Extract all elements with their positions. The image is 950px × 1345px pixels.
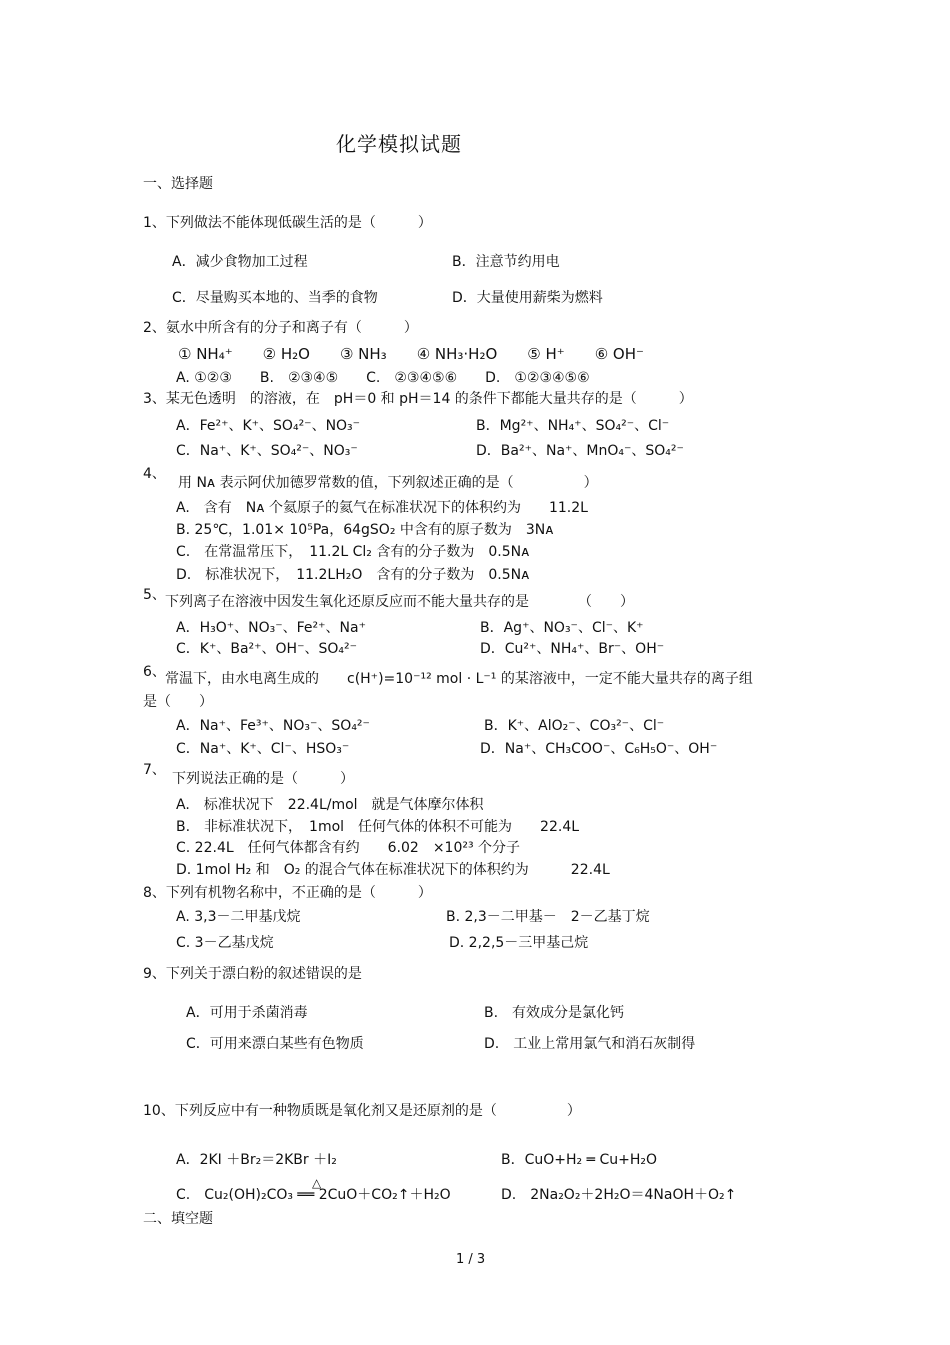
question-10-option-a: A．2KI ＋Br₂＝2KBr ＋I₂ bbox=[176, 1152, 337, 1168]
question-10-option-d: D. 2Na₂O₂＋2H₂O＝4NaOH＋O₂↑ bbox=[501, 1187, 737, 1203]
question-4-option-a: A. 含有 Nᴀ 个氦原子的氦气在标准状况下的体积约为 11.2L bbox=[176, 500, 588, 516]
question-3-option-c: C．Na⁺、K⁺、SO₄²⁻、NO₃⁻ bbox=[176, 443, 358, 459]
question-7-option-c: C. 22.4L 任何气体都含有约 6.02 ×10²³ 个分子 bbox=[176, 840, 521, 856]
question-7-option-a: A. 标准状况下 22.4L/mol 就是气体摩尔体积 bbox=[176, 797, 484, 813]
question-6-option-b: B．K⁺、AlO₂⁻、CO₃²⁻、Cl⁻ bbox=[484, 718, 665, 734]
question-8-stem: 8、下列有机物名称中，不正确的是（ ） bbox=[143, 885, 432, 901]
question-10-option-c: C. Cu₂(OH)₂CO₃ ══ 2CuO＋CO₂↑＋H₂O bbox=[176, 1187, 451, 1203]
question-6-option-c: C．Na⁺、K⁺、Cl⁻、HSO₃⁻ bbox=[176, 741, 350, 757]
question-3-option-d: D．Ba²⁺、Na⁺、MnO₄⁻、SO₄²⁻ bbox=[476, 443, 684, 459]
question-10-stem: 10、下列反应中有一种物质既是氧化剂又是还原剂的是（ ） bbox=[143, 1103, 581, 1119]
question-3-stem: 3、某无色透明 的溶液，在 pH＝0 和 pH＝14 的条件下都能大量共存的是（ ） bbox=[143, 391, 693, 407]
question-8-option-b: B. 2,3－二甲基－ 2－乙基丁烷 bbox=[446, 909, 650, 925]
question-4-option-b: B. 25℃，1.01× 10⁵Pa，64gSO₂ 中含有的原子数为 3Nᴀ bbox=[176, 522, 554, 538]
question-5-option-b: B．Ag⁺、NO₃⁻、Cl⁻、K⁺ bbox=[480, 620, 644, 636]
question-4-option-d: D. 标准状况下， 11.2LH₂O 含有的分子数为 0.5Nᴀ bbox=[176, 567, 530, 583]
question-2-choices: A. ①②③ B. ②③④⑤ C. ②③④⑤⑥ D. ①②③④⑤⑥ bbox=[176, 370, 590, 386]
question-5-option-c: C．K⁺、Ba²⁺、OH⁻、SO₄²⁻ bbox=[176, 641, 357, 657]
question-1-option-b: B．注意节约用电 bbox=[452, 254, 560, 270]
question-3-option-a: A．Fe²⁺、K⁺、SO₄²⁻、NO₃⁻ bbox=[176, 418, 361, 434]
question-1-option-d: D．大量使用薪柴为燃料 bbox=[452, 290, 603, 306]
question-4-stem: 用 Nᴀ 表示阿伏加德罗常数的值，下列叙述正确的是（ ） bbox=[178, 475, 598, 491]
question-2-stem: 2、氨水中所含有的分子和离子有（ ） bbox=[143, 320, 418, 336]
question-6-option-d: D．Na⁺、CH₃COO⁻、C₆H₅O⁻、OH⁻ bbox=[480, 741, 718, 757]
question-6-stem: 常温下，由水电离生成的 c(H⁺)=10⁻¹² mol · L⁻¹ 的某溶液中，一定不能大量共存的离子组 bbox=[165, 671, 753, 687]
question-7-number: 7、 bbox=[143, 762, 166, 778]
question-8-option-d: D. 2,2,5－三甲基己烷 bbox=[449, 935, 589, 951]
question-1-option-a: A．减少食物加工过程 bbox=[172, 254, 308, 270]
question-5-stem: 下列离子在溶液中因发生氧化还原反应而不能大量共存的是 （ ） bbox=[165, 594, 634, 610]
section-heading-fill-in: 二、填空题 bbox=[143, 1211, 213, 1227]
question-7-stem: 下列说法正确的是（ ） bbox=[172, 771, 354, 787]
question-6-number: 6、 bbox=[143, 664, 166, 680]
question-7-option-d: D. 1mol H₂ 和 O₂ 的混合气体在标准状况下的体积约为 22.4L bbox=[176, 862, 610, 878]
question-7-option-b: B. 非标准状况下， 1mol 任何气体的体积不可能为 22.4L bbox=[176, 819, 580, 835]
question-6-stem-cont: 是（ ） bbox=[143, 694, 213, 710]
question-9-option-c: C．可用来漂白某些有色物质 bbox=[186, 1036, 364, 1052]
section-heading-choice: 一、选择题 bbox=[143, 176, 213, 192]
question-6-option-a: A．Na⁺、Fe³⁺、NO₃⁻、SO₄²⁻ bbox=[176, 718, 370, 734]
question-5-option-a: A．H₃O⁺、NO₃⁻、Fe²⁺、Na⁺ bbox=[176, 620, 366, 636]
question-9-option-d: D. 工业上常用氯气和消石灰制得 bbox=[484, 1036, 696, 1052]
question-5-option-d: D．Cu²⁺、NH₄⁺、Br⁻、OH⁻ bbox=[480, 641, 665, 657]
question-10-option-b: B．CuO+H₂ ═ Cu+H₂O bbox=[501, 1152, 658, 1168]
question-1-stem: 1、下列做法不能体现低碳生活的是（ ） bbox=[143, 215, 432, 231]
question-8-option-a: A. 3,3－二甲基戊烷 bbox=[176, 909, 301, 925]
question-3-option-b: B．Mg²⁺、NH₄⁺、SO₄²⁻、Cl⁻ bbox=[476, 418, 670, 434]
question-1-option-c: C．尽量购买本地的、当季的食物 bbox=[172, 290, 378, 306]
page-title: 化学模拟试题 bbox=[336, 132, 462, 156]
question-9-option-a: A．可用于杀菌消毒 bbox=[186, 1005, 308, 1021]
question-4-option-c: C. 在常温常压下， 11.2L Cl₂ 含有的分子数为 0.5Nᴀ bbox=[176, 544, 530, 560]
question-4-number: 4、 bbox=[143, 466, 166, 482]
question-8-option-c: C. 3－乙基戊烷 bbox=[176, 935, 274, 951]
question-2-items: ① NH₄⁺ ② H₂O ③ NH₃ ④ NH₃·H₂O ⑤ H⁺ ⑥ OH⁻ bbox=[178, 345, 644, 363]
question-5-number: 5、 bbox=[143, 587, 166, 603]
question-9-stem: 9、下列关于漂白粉的叙述错误的是 bbox=[143, 966, 362, 982]
heat-symbol-icon: △ bbox=[312, 1176, 322, 1190]
question-9-option-b: B. 有效成分是氯化钙 bbox=[484, 1005, 625, 1021]
page-number: 1 / 3 bbox=[456, 1252, 486, 1267]
